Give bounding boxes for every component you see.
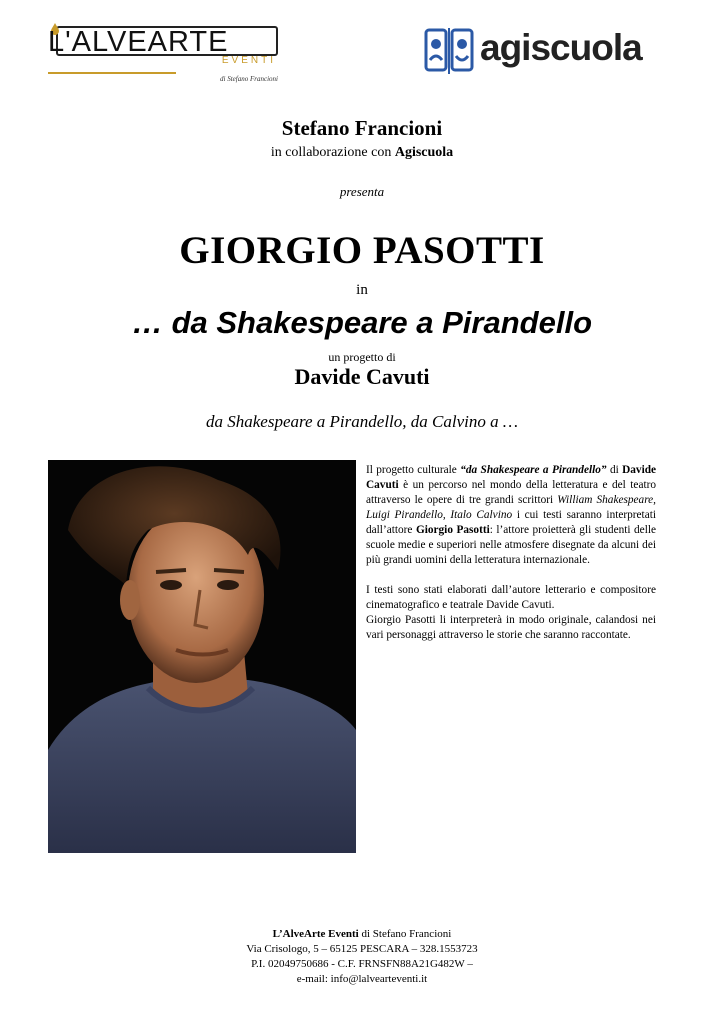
project-label: un progetto di <box>328 350 396 364</box>
lalvearte-logo <box>48 22 280 83</box>
footer-company-suffix: di Stefano Francioni <box>361 928 452 940</box>
tagline: da Shakespeare a Pirandello, da Calvino a … <box>206 412 518 431</box>
portrait-photo <box>48 460 356 853</box>
agiscuola-wordmark: agiscuola <box>480 27 642 68</box>
description-paragraph-1 <box>366 463 656 568</box>
author-name: Davide Cavuti <box>294 364 430 389</box>
description-paragraph-2: I testi sono stati elaborati dall’autore letterario e compositore cinematografico e teatrale Davide Cavuti. <box>366 584 656 611</box>
project-description <box>366 463 656 643</box>
logo-subtitle: EVENTI <box>221 55 276 66</box>
desc-author: Davide Cavuti <box>366 464 657 491</box>
collaboration-line <box>0 145 724 161</box>
logo-underline <box>48 72 176 74</box>
desc-text: di <box>609 464 619 476</box>
actor-name: GIORGIO PASOTTI <box>179 229 545 272</box>
footer-tax: P.I. 02049750686 - C.F. FRNSFN88A21G482W – <box>251 958 473 970</box>
presenta-label: presenta <box>339 184 385 199</box>
desc-text: è un percorso nel mondo della letteratura e del teatro attraverso le opere di tre grandi scrittori <box>366 479 657 506</box>
logo-signature: di Stefano Francioni <box>220 75 278 83</box>
footer-company: L’AlveArte Eventi <box>272 928 359 940</box>
in-label: in <box>356 282 368 298</box>
agiscuola-emblem-icon <box>424 26 474 76</box>
desc-text: Il progetto culturale <box>366 464 457 476</box>
logo-wordmark: L'ALVEARTE <box>48 26 229 58</box>
collab-prefix: in collaborazione con <box>270 145 392 160</box>
desc-writers: William Shakespeare, Luigi Pirandello, Italo Calvino <box>366 494 657 521</box>
footer-address: Via Crisologo, 5 – 65125 PESCARA – 328.1553723 <box>246 943 478 955</box>
desc-show-title: “da Shakespeare a Pirandello” <box>460 464 607 476</box>
agiscuola-logo <box>424 22 664 80</box>
footer-email: e-mail: info@lalvearteventi.it <box>296 973 428 985</box>
footer-company-line <box>0 927 724 942</box>
show-title: … da Shakespeare a Pirandello <box>131 305 593 340</box>
footer <box>0 927 724 987</box>
desc-text: : l’attore proietterà gli studenti delle scuole medie e superiori nelle atmosfere disegnate da alcuni dei più grandi uomini della letteratura internazionale. <box>366 524 656 566</box>
producer-name: Stefano Francioni <box>281 116 443 140</box>
description-paragraph-3: Giorgio Pasotti li interpreterà in modo originale, calandosi nei vari personaggi attraverso le storie che saranno raccontate. <box>366 614 656 641</box>
collab-name: Agiscuola <box>394 145 454 160</box>
desc-text: i cui testi saranno interpretati dall’attore <box>366 509 656 536</box>
desc-actor: Giorgio Pasotti <box>415 524 490 536</box>
